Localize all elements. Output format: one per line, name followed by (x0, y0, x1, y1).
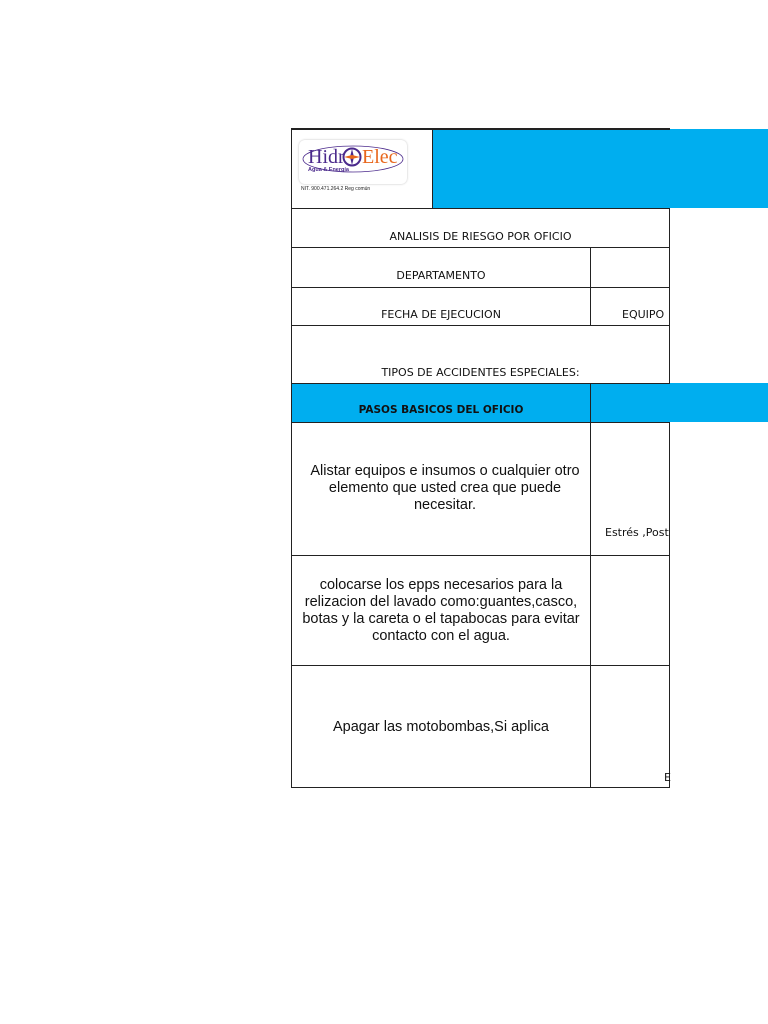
col-line (669, 208, 670, 383)
step-3-risk: E (664, 771, 671, 784)
col-line (669, 422, 670, 788)
row-line (291, 665, 670, 666)
step-1-text: Alistar equipos e insumos o cualquier otro elemento que usted crea que puede necesitar. (310, 463, 580, 513)
row-line (291, 383, 670, 384)
row-line (291, 247, 670, 248)
department-label: DEPARTAMENTO (396, 269, 486, 282)
date-label: FECHA DE EJECUCION (381, 308, 501, 321)
row-line (291, 422, 670, 423)
border-top (291, 128, 670, 130)
form-title: ANALISIS DE RIESGO POR OFICIO (389, 230, 572, 243)
logo-brand-right: Elec (362, 146, 398, 168)
logo-brand-left: Hidr (308, 146, 345, 168)
row-line (291, 208, 670, 209)
steps-header-band (292, 383, 768, 422)
border-bottom (291, 787, 670, 788)
step-2-text: colocarse los epps necesarios para la relizacion del lavado como:guantes,casco, botas y la careta o el tapabocas para evitar contacto con el agua. (302, 577, 580, 644)
col-line (590, 383, 591, 788)
team-label: EQUIPO (622, 308, 665, 321)
row-line (291, 555, 670, 556)
logo-tagline: Agua & Energía (308, 167, 349, 173)
row-line (291, 325, 670, 326)
steps-header: PASOS BASICOS DEL OFICIO (358, 404, 524, 416)
header-band (433, 129, 768, 208)
col-line (432, 128, 433, 208)
company-logo (299, 140, 407, 184)
border-left (291, 128, 292, 788)
step-3-text: Apagar las motobombas,Si aplica (332, 719, 549, 735)
accidents-label: TIPOS DE ACCIDENTES ESPECIALES: (381, 366, 580, 379)
col-line (590, 247, 591, 325)
row-line (291, 287, 670, 288)
logo-nit: NIT. 900.471.264.2 Reg común (301, 186, 371, 192)
step-1-risk: Estrés ,Post (605, 526, 669, 539)
